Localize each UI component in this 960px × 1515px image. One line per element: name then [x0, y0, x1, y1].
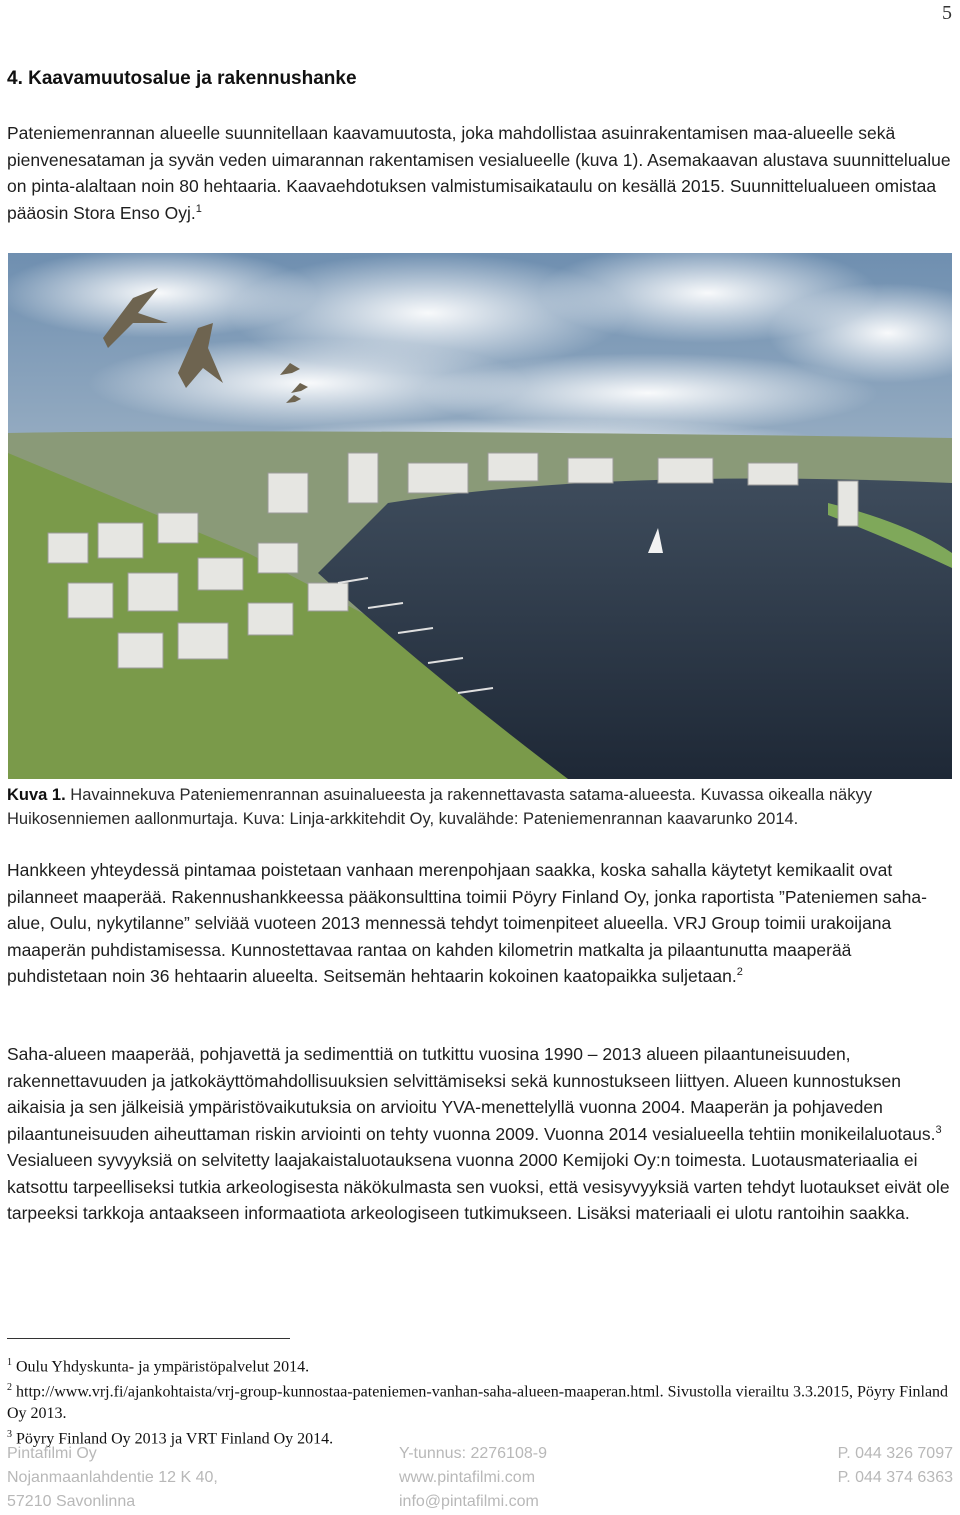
footnote-number: 1	[7, 1357, 12, 1368]
footnote-text: Oulu Yhdyskunta- ja ympäristöpalvelut 2014.	[12, 1358, 310, 1376]
footer-phone-2: P. 044 374 6363	[837, 1469, 953, 1486]
footer-address-line1: Nojanmaanlahdentie 12 K 40,	[7, 1469, 218, 1486]
footer-phone-column	[838, 1442, 953, 1490]
footnote-text: Pöyry Finland Oy 2013 ja VRT Finland Oy 2014.	[12, 1429, 334, 1447]
footnote-ref-2[interactable]: 2	[736, 966, 743, 979]
caption-label: Kuva 1.	[7, 786, 66, 804]
footer-email-link[interactable]: info@pintafilmi.com	[399, 1493, 539, 1510]
intro-text: Pateniemenrannan alueelle suunnitellaan kaavamuutosta, joka mahdollistaa asuinrakentamisen maa-alueelle sekä pienvenesataman ja syvän veden uimarannan rakentamisen vesialueelle (kuva 1). Asemakaavan alustava suunnittelualue on pinta-alaltaan noin 80 hehtaaria. Kaavaehdotuksen valmistumisaikataulu on kesällä 2015. Suunnittelualueen omistaa pääosin Stora Enso Oyj.	[7, 123, 951, 223]
footer-website-link[interactable]: www.pintafilmi.com	[399, 1469, 536, 1486]
figure-caption	[7, 783, 951, 831]
intro-paragraph	[7, 120, 951, 226]
footer-phone-1: P. 044 326 7097	[837, 1445, 953, 1462]
research-text-a: Saha-alueen maaperää, pohjavettä ja sedimenttiä on tutkittu vuosina 1990 – 2013 alueen pilaantuneisuuden, rakennettavuuden ja jatkokäyttömahdollisuuksien selvittämiseksi sekä kunnostukseen liittyen. Alueen kunnostuksen aikaisia ja sen jälkeisiä ympäristövaikutuksia on arvioitu YVA-menettelyllä vuonna 2004. Maaperän ja pohjaveden pilaantuneisuuden aiheuttaman riskin arviointi on tehty vuonna 2009. Vuonna 2014 vesialueella tehtiin monikeilaluotaus.	[7, 1044, 936, 1144]
research-text-b: Vesialueen syvyyksiä on selvitetty laajakaistaluotauksena vuonna 2000 Kemijoki Oy:n toimesta. Luotausmateriaalia ei katsottu tarpeelliseksi tutkia arkeologisesta näkökulmasta sen vuoksi, että vesisyvyyksiä varten tehdyt luotaukset eivät ole tarpeeksi tarkkoja antaakseen informaatiota arkeologiseen tutkimukseen. Lisäksi materiaali ei ulotu rantoihin saakka.	[7, 1150, 950, 1223]
footer-address-line2: 57210 Savonlinna	[7, 1493, 136, 1510]
project-text: Hankkeen yhteydessä pintamaa poistetaan vanhaan merenpohjaan saakka, koska sahalla käytetyt kemikaalit ovat pilanneet maaperää. Rakennushankkeessa pääkonsulttina toimii Pöyry Finland Oy, jonka raportista ”Pateniemen saha-alue, Oulu, nykytilanne” selviää vuoteen 2013 mennessä tehdyt toimenpiteet alueella. VRJ Group toimii urakoijana maaperän puhdistamisessa. Kunnostettavaa rantaa on kahden kilometrin matkalta ja pilaantunutta maaperää puhdistetaan noin 36 hehtaarin alueelta. Seitsemän hehtaarin kokoinen kaatopaikka suljetaan.	[7, 860, 927, 986]
footnote-number: 3	[7, 1428, 12, 1440]
footnote-ref-1[interactable]: 1	[195, 202, 202, 215]
page-footer	[7, 1442, 955, 1512]
footnote-number: 2	[7, 1382, 12, 1394]
footer-ytunnus: Y-tunnus: 2276108-9	[399, 1445, 547, 1462]
rendering-image	[8, 253, 952, 779]
project-paragraph	[7, 857, 951, 990]
footnote-2	[7, 1377, 951, 1423]
footer-contact-column	[399, 1442, 547, 1514]
research-paragraph	[7, 1041, 951, 1227]
caption-text: Havainnekuva Pateniemenrannan asuinalueesta ja rakennettavasta satama-alueesta. Kuvassa oikealla näkyy Huikosenniemen aallonmurtaja. Kuva: Linja-arkkitehdit Oy, kuvalähde: Pateniemenrannan kaavarunko 2014.	[7, 786, 872, 828]
footnote-separator	[7, 1338, 290, 1339]
section-heading: 4. Kaavamuutosalue ja rakennushanke	[7, 68, 357, 89]
page-number: 5	[942, 2, 952, 24]
footnote-1	[7, 1352, 951, 1377]
waterfront-rendering	[8, 253, 952, 779]
footer-address-column	[7, 1442, 218, 1514]
footnote-text[interactable]: http://www.vrj.fi/ajankohtaista/vrj-group-kunnostaa-pateniemen-vanhan-saha-alueen-maaperan.html. Sivustolla vierailtu 3.3.2015, Pöyry Finland Oy 2013.	[7, 1383, 949, 1422]
footnotes	[7, 1352, 951, 1449]
footnote-ref-3[interactable]: 3	[935, 1123, 942, 1136]
footer-company: Pintafilmi Oy	[7, 1445, 97, 1462]
